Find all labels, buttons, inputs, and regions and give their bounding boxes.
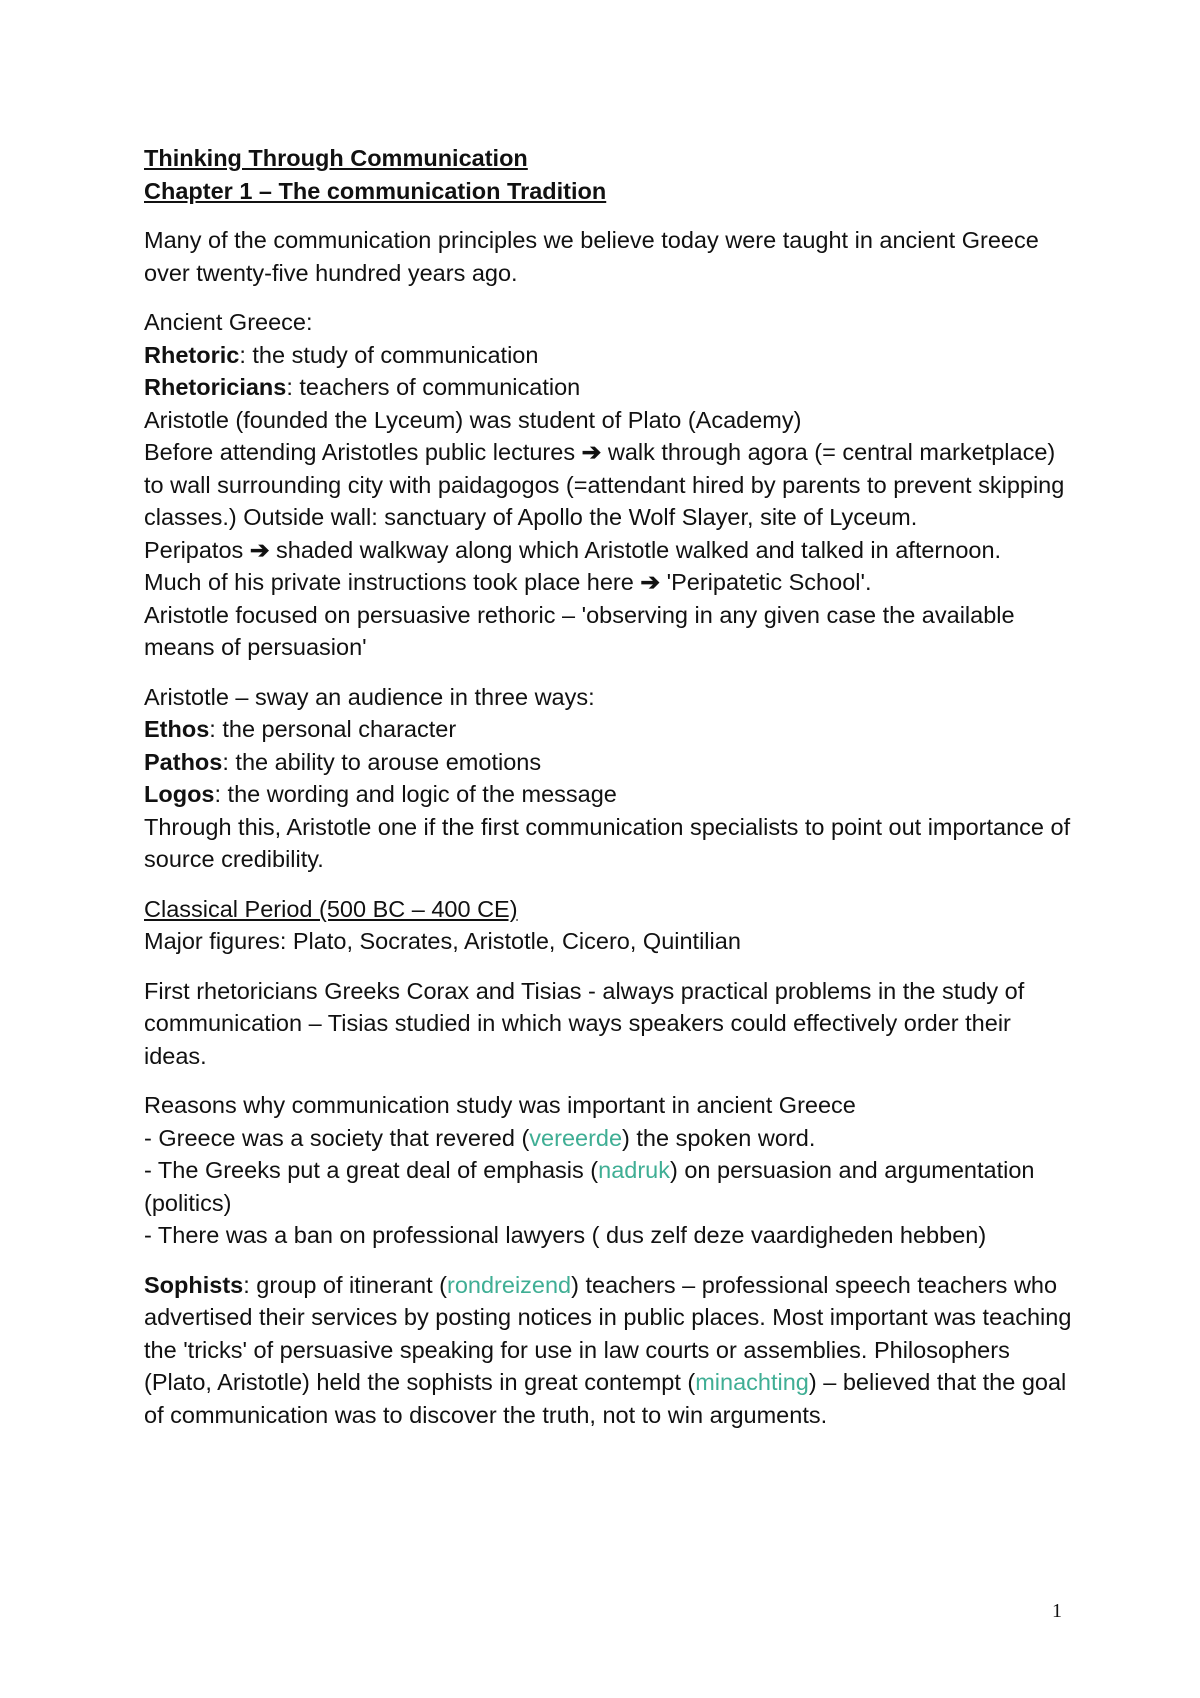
term: Pathos: [144, 748, 223, 775]
term: Rhetoric: [144, 341, 240, 368]
text: - Greece was a society that revered (: [144, 1124, 530, 1151]
private-instruction-line: [144, 566, 1074, 599]
term: Rhetoricians: [144, 374, 287, 400]
reason-item: [144, 1154, 1074, 1219]
definition: : the personal character: [209, 716, 457, 742]
text: shaded walkway along which Aristotle walked and talked in afternoon.: [269, 536, 1002, 563]
text: : group of itinerant (: [243, 1271, 448, 1298]
text: walk through agora (= central marketplace) to wall surrounding city with paidagogos (=attendant hired by parents to prevent skipping classes.) Outside wall: sanctuary of Apollo the Wolf Slayer, site of Lyceum.: [144, 439, 1065, 530]
definition-rhetoricians: [144, 371, 1074, 404]
section-heading: Classical Period (500 BC – 400 CE): [144, 895, 518, 922]
text: ) on persuasion and argumentation (politics): [144, 1157, 1035, 1216]
section-heading: Ancient Greece:: [144, 309, 313, 335]
ancient-greece-section: [144, 306, 1074, 664]
section-heading: Reasons why communication study was important in ancient Greece: [144, 1092, 856, 1118]
dutch-translation: rondreizend: [447, 1271, 572, 1298]
term: Logos: [144, 781, 215, 807]
document-body: [144, 142, 1074, 1448]
arrow-right-icon: ➔: [249, 536, 270, 563]
reason-item: [144, 1122, 1074, 1155]
term: Sophists: [144, 1271, 244, 1298]
three-ways-section: [144, 681, 1074, 876]
classical-period-section: [144, 893, 1074, 958]
dutch-translation: vereerde: [529, 1124, 623, 1151]
text: Much of his private instructions took place here: [144, 569, 641, 595]
sophists-paragraph: [144, 1269, 1074, 1432]
text: 'Peripatetic School'.: [660, 569, 872, 595]
definition: : the study of communication: [239, 341, 539, 368]
definition: : teachers of communication: [286, 374, 581, 400]
reasons-section: [144, 1089, 1074, 1252]
dutch-translation: minachting: [695, 1369, 809, 1395]
page-number: 1: [1052, 1600, 1062, 1622]
document-title: Thinking Through Communication: [144, 145, 528, 171]
intro-paragraph: Many of the communication principles we believe today were taught in ancient Greece over twenty-five hundred years ago.: [144, 227, 1039, 286]
credibility-line: Through this, Aristotle one if the first communication specialists to point out importance of source credibility.: [144, 813, 1071, 872]
lectures-line: [144, 436, 1074, 534]
section-heading: Aristotle – sway an audience in three ways:: [144, 683, 595, 710]
text: Peripatos: [144, 536, 250, 563]
text: Before attending Aristotles public lectures: [144, 439, 582, 465]
first-rhetoricians-paragraph: First rhetoricians Greeks Corax and Tisias - always practical problems in the study of communication – Tisias studied in which ways speakers could effectively order their ideas.: [144, 977, 1025, 1069]
definition-pathos: [144, 746, 1074, 779]
term: Ethos: [144, 716, 210, 742]
aristotle-line: Aristotle (founded the Lyceum) was student of Plato (Academy): [144, 406, 802, 433]
arrow-right-icon: ➔: [581, 439, 602, 465]
peripatos-line: [144, 534, 1074, 567]
dutch-translation: nadruk: [598, 1157, 670, 1183]
text: ) teachers – professional speech teachers who advertised their services by posting notices in public places. Most important was teaching the 'tricks' of persuasive speaking for use in law courts or assemblies. Philosophers (Plato, Aristotle) held the sophists in great contempt (: [144, 1271, 1072, 1395]
definition: : the wording and logic of the message: [214, 781, 617, 807]
text: - The Greeks put a great deal of emphasis (: [144, 1157, 599, 1183]
major-figures-line: Major figures: Plato, Socrates, Aristotle, Cicero, Quintilian: [144, 928, 741, 954]
heading-block: [144, 142, 1074, 207]
reason-item: - There was a ban on professional lawyers ( dus zelf deze vaardigheden hebben): [144, 1222, 987, 1248]
text: ) the spoken word.: [622, 1124, 816, 1151]
definition-ethos: [144, 713, 1074, 746]
definition-logos: [144, 778, 1074, 811]
text: ) – believed that the goal of communication was to discover the truth, not to win arguments.: [144, 1369, 1067, 1428]
persuasive-line: Aristotle focused on persuasive rethoric – 'observing in any given case the available means of persuasion': [144, 601, 1015, 660]
definition-rhetoric: [144, 339, 1074, 372]
chapter-title: Chapter 1 – The communication Tradition: [144, 177, 607, 204]
definition: : the ability to arouse emotions: [222, 748, 542, 775]
arrow-right-icon: ➔: [640, 569, 661, 595]
